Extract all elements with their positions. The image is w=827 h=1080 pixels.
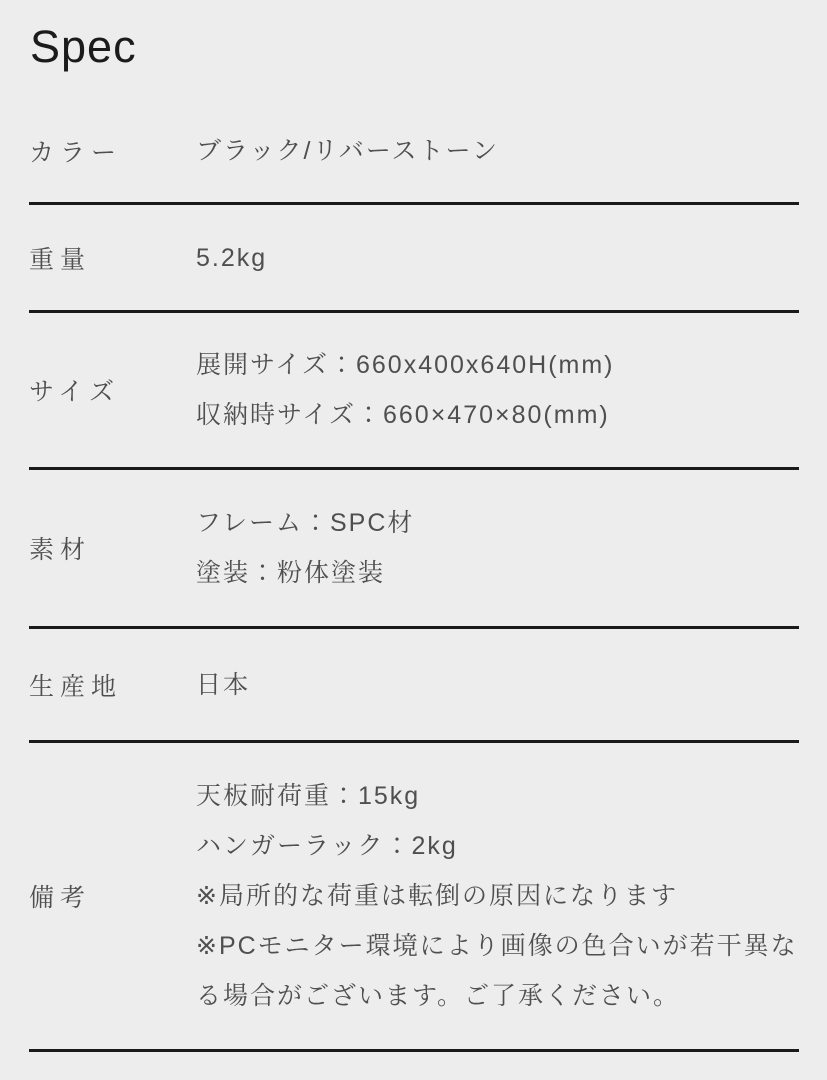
spec-row-label: 備考 [29, 884, 92, 912]
spec-row-label: カラー [29, 138, 123, 167]
spec-row [29, 629, 799, 743]
spec-row [29, 205, 799, 313]
spec-row [29, 99, 799, 205]
spec-row-value [196, 233, 799, 283]
spec-value-line: ※PCモニター環境により画像の色合いが若干異なる場合がございます。ご了承ください。 [196, 932, 798, 1010]
spec-row-label: 素材 [29, 536, 92, 564]
spec-value-line: ハンガーラック：2kg [196, 832, 458, 860]
spec-row-label: 重量 [29, 245, 92, 274]
spec-row [29, 743, 799, 1052]
spec-value-line: 日本 [196, 670, 251, 699]
page-title: Spec [30, 21, 137, 72]
spec-value-line: フレーム：SPC材 [196, 509, 415, 537]
spec-value-line: 5.2kg [196, 243, 268, 272]
spec-value-line: 塗装：粉体塗装 [196, 559, 386, 587]
spec-row-value [196, 340, 799, 440]
spec-value-line: 収納時サイズ：660×470×80(mm) [196, 401, 610, 429]
spec-value-line: 展開サイズ：660x400x640H(mm) [196, 351, 615, 379]
spec-value-line: 天板耐荷重：15kg [196, 782, 421, 810]
spec-row-label: 生産地 [29, 672, 123, 701]
spec-row-value [196, 126, 799, 176]
spec-row [29, 470, 799, 629]
spec-row-value [196, 498, 799, 598]
spec-row-value [196, 771, 799, 1021]
spec-value-line: ブラック/リバーストーン [196, 136, 499, 165]
spec-value-line: ※局所的な荷重は転倒の原因になります [196, 882, 678, 910]
spec-row-label: サイズ [29, 378, 121, 406]
spec-row [29, 313, 799, 470]
spec-table [29, 99, 799, 1052]
spec-row-value [196, 660, 799, 710]
